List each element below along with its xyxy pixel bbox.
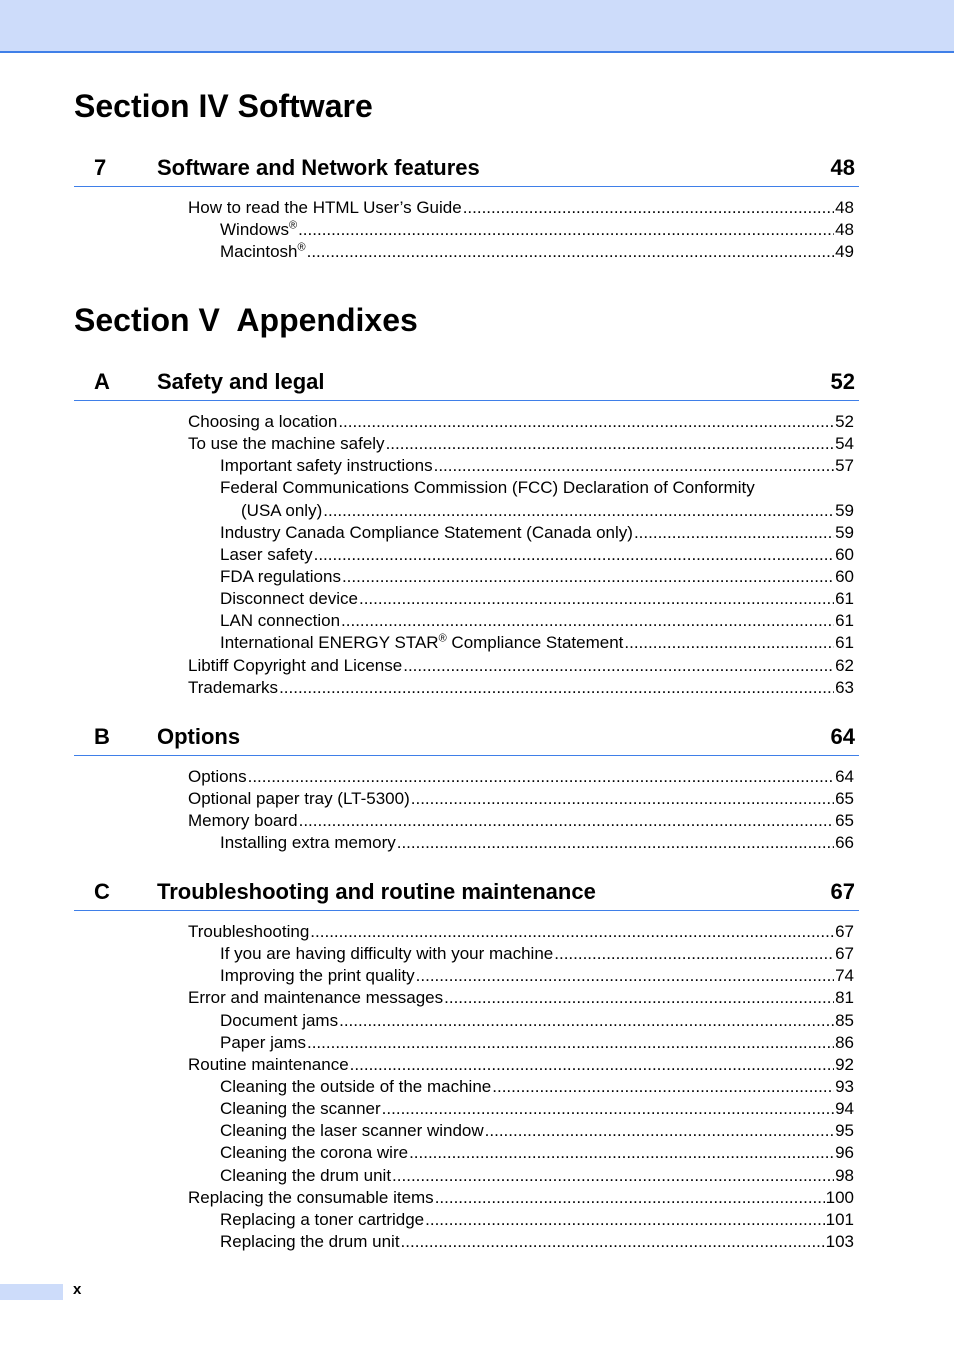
leader-dots — [425, 1209, 825, 1231]
leader-dots — [409, 1142, 834, 1164]
leader-dots — [624, 632, 834, 654]
chapter-page: 52 — [830, 369, 855, 394]
leader-dots — [492, 1076, 834, 1098]
entry-label — [220, 632, 623, 654]
entry-page: 81 — [835, 988, 854, 1008]
leader-dots — [403, 655, 834, 677]
entry-label: Cleaning the laser scanner window — [220, 1121, 484, 1141]
toc-entry[interactable] — [188, 1054, 854, 1076]
entry-page: 103 — [825, 1231, 854, 1251]
leader-dots — [342, 566, 834, 588]
chapter-title: Software and Network features — [157, 155, 480, 180]
chapter-number: B — [94, 724, 110, 749]
entry-page: 60 — [835, 544, 854, 564]
toc-entry[interactable] — [188, 411, 854, 433]
entry-label: LAN connection — [220, 611, 341, 631]
chapter-title: Options — [157, 724, 241, 749]
entry-page: 61 — [835, 633, 854, 653]
toc-entry[interactable] — [188, 433, 854, 455]
toc-entry[interactable] — [220, 1209, 854, 1231]
entry-label: Cleaning the corona wire — [220, 1143, 409, 1163]
header-band — [0, 0, 954, 53]
leader-dots — [382, 1098, 834, 1120]
chapter-7-heading[interactable] — [74, 153, 859, 187]
leader-dots — [299, 810, 834, 832]
entry-label: Document jams — [220, 1010, 339, 1030]
leader-dots — [411, 788, 834, 810]
page-number: x — [73, 1281, 82, 1298]
toc-entry[interactable] — [220, 1120, 854, 1142]
entry-label: If you are having difficulty with your machine — [220, 944, 554, 964]
entry-page: 96 — [835, 1143, 854, 1163]
chapter-b-heading[interactable] — [74, 722, 859, 756]
toc-entry[interactable] — [220, 566, 854, 588]
entry-label: Cleaning the scanner — [220, 1099, 381, 1119]
toc-entry[interactable] — [188, 987, 854, 1009]
entry-label: (USA only) — [241, 500, 323, 520]
entry-page: 49 — [835, 242, 854, 262]
entry-page: 95 — [835, 1121, 854, 1141]
toc-entry[interactable] — [220, 241, 854, 263]
entry-label-text: International ENERGY STAR — [220, 633, 439, 653]
entry-page: 65 — [835, 789, 854, 809]
entry-page: 60 — [835, 566, 854, 586]
toc-entry[interactable] — [220, 1165, 854, 1187]
registered-mark: ® — [438, 632, 447, 645]
entry-label: Libtiff Copyright and License — [188, 655, 403, 675]
leader-dots — [350, 1054, 834, 1076]
entry-page: 48 — [835, 220, 854, 240]
entry-label-text: Compliance Statement — [446, 633, 624, 653]
entry-label: Important safety instructions — [220, 456, 433, 476]
leader-dots — [307, 241, 834, 263]
entry-page: 63 — [835, 677, 854, 697]
entry-label: Improving the print quality — [220, 966, 415, 986]
toc-entry[interactable] — [220, 1032, 854, 1054]
entry-page: 101 — [825, 1209, 854, 1229]
leader-dots — [341, 610, 834, 632]
leader-dots — [444, 987, 834, 1009]
chapter-title: Troubleshooting and routine maintenance — [157, 879, 596, 904]
entry-label: Cleaning the outside of the machine — [220, 1076, 492, 1096]
entry-label: Replacing a toner cartridge — [220, 1209, 425, 1229]
leader-dots — [310, 921, 834, 943]
leader-dots — [339, 1010, 834, 1032]
entry-page: 94 — [835, 1099, 854, 1119]
entry-label: Industry Canada Compliance Statement (Canada only) — [220, 522, 633, 542]
toc-entry[interactable] — [188, 677, 854, 699]
toc-entry[interactable] — [220, 544, 854, 566]
leader-dots — [416, 965, 834, 987]
leader-dots — [279, 677, 834, 699]
chapter-c-heading[interactable] — [74, 877, 859, 911]
leader-dots — [401, 1231, 825, 1253]
entry-label: Options — [188, 767, 247, 786]
entry-page: 62 — [835, 655, 854, 675]
toc-entry[interactable] — [220, 1098, 854, 1120]
toc-entry[interactable] — [220, 1231, 854, 1253]
toc-entry[interactable] — [188, 197, 854, 219]
toc-entry[interactable] — [220, 632, 854, 654]
leader-dots — [554, 943, 834, 965]
toc-entry[interactable] — [188, 921, 854, 943]
registered-mark: ® — [297, 241, 306, 254]
chapter-b-entries — [0, 766, 954, 855]
entry-label: Disconnect device — [220, 589, 358, 609]
toc-entry[interactable] — [220, 1010, 854, 1032]
entry-label: Optional paper tray (LT-5300) — [188, 789, 410, 809]
entry-label-text: Macintosh — [220, 242, 298, 262]
toc-entry[interactable] — [220, 1142, 854, 1164]
toc-entry[interactable] — [188, 1187, 854, 1209]
entry-label: Error and maintenance messages — [188, 988, 444, 1008]
entry-page: 85 — [835, 1010, 854, 1030]
entry-page: 61 — [835, 611, 854, 631]
entry-page: 93 — [835, 1076, 854, 1096]
entry-label: Cleaning the drum unit — [220, 1165, 392, 1185]
chapter-a-heading[interactable] — [74, 367, 859, 401]
entry-label: To use the machine safely — [188, 434, 385, 454]
leader-dots — [248, 766, 834, 788]
entry-page: 86 — [835, 1032, 854, 1052]
registered-mark: ® — [288, 219, 298, 232]
leader-dots — [386, 433, 835, 455]
toc-entry[interactable] — [220, 943, 854, 965]
entry-page: 66 — [835, 833, 854, 853]
toc-entry[interactable] — [220, 1076, 854, 1098]
entry-page: 57 — [835, 456, 854, 476]
entry-page: 48 — [835, 198, 854, 217]
entry-label: Trademarks — [188, 677, 279, 697]
entry-page: 54 — [835, 434, 854, 454]
leader-dots — [298, 219, 834, 241]
leader-dots — [307, 1032, 834, 1054]
toc-entry[interactable] — [220, 832, 854, 854]
chapter-c-entries — [0, 921, 954, 1253]
entry-label: Troubleshooting — [188, 922, 310, 941]
toc-entry[interactable] — [188, 788, 854, 810]
entry-page: 98 — [835, 1165, 854, 1185]
leader-dots — [463, 197, 834, 219]
entry-label: Installing extra memory — [220, 833, 396, 853]
leader-dots — [397, 832, 834, 854]
toc-entry[interactable] — [188, 810, 854, 832]
entry-page: 59 — [835, 500, 854, 520]
section-iv-title: Section IV Software — [74, 88, 373, 124]
toc-entry[interactable] — [220, 455, 854, 477]
leader-dots — [338, 411, 834, 433]
chapter-7-entries — [0, 197, 954, 263]
leader-dots — [314, 544, 834, 566]
leader-dots — [392, 1165, 834, 1187]
entry-label — [220, 241, 306, 263]
toc-entry[interactable] — [188, 655, 854, 677]
entry-label: Replacing the drum unit — [220, 1231, 400, 1251]
entry-label: How to read the HTML User’s Guide — [188, 198, 462, 217]
chapter-a-entries — [0, 411, 954, 699]
entry-page: 52 — [835, 412, 854, 431]
footer-band — [0, 1284, 63, 1300]
leader-dots — [435, 1187, 825, 1209]
entry-page: 92 — [835, 1054, 854, 1074]
entry-page: 59 — [835, 522, 854, 542]
chapter-number: 7 — [94, 155, 107, 180]
entry-page: 67 — [835, 944, 854, 964]
toc-entry[interactable] — [220, 610, 854, 632]
section-v-title: Section V Appendixes — [74, 302, 418, 338]
leader-dots — [634, 522, 834, 544]
toc-entry[interactable] — [220, 219, 854, 241]
entry-page: 65 — [835, 811, 854, 831]
entry-label: Laser safety — [220, 544, 313, 564]
entry-label: Routine maintenance — [188, 1054, 349, 1074]
entry-label: Federal Communications Commission (FCC) Declaration of Conformity — [220, 478, 755, 498]
leader-dots — [485, 1120, 834, 1142]
chapter-page: 67 — [830, 879, 855, 904]
toc-entry[interactable] — [220, 588, 854, 610]
toc-entry[interactable] — [188, 766, 854, 788]
toc-entry[interactable] — [220, 522, 854, 544]
leader-dots — [359, 588, 834, 610]
entry-label: Memory board — [188, 811, 298, 831]
entry-label: Replacing the consumable items — [188, 1187, 434, 1207]
chapter-number: A — [94, 369, 110, 394]
entry-page: 74 — [835, 966, 854, 986]
leader-dots — [323, 500, 834, 522]
entry-label: Paper jams — [220, 1032, 306, 1052]
entry-page: 64 — [835, 767, 854, 786]
chapter-page: 48 — [830, 155, 855, 180]
entry-page: 100 — [825, 1187, 854, 1207]
entry-page: 61 — [835, 589, 854, 609]
entry-label — [220, 219, 297, 241]
entry-page: 67 — [835, 922, 854, 941]
toc-entry[interactable] — [220, 477, 854, 499]
chapter-page: 64 — [830, 724, 855, 749]
toc-entry-continuation[interactable] — [241, 500, 854, 522]
chapter-title: Safety and legal — [157, 369, 325, 394]
entry-label: Choosing a location — [188, 412, 338, 431]
leader-dots — [434, 455, 834, 477]
toc-entry[interactable] — [220, 965, 854, 987]
chapter-number: C — [94, 879, 110, 904]
entry-label: FDA regulations — [220, 566, 341, 586]
entry-label-text: Windows — [220, 220, 289, 240]
